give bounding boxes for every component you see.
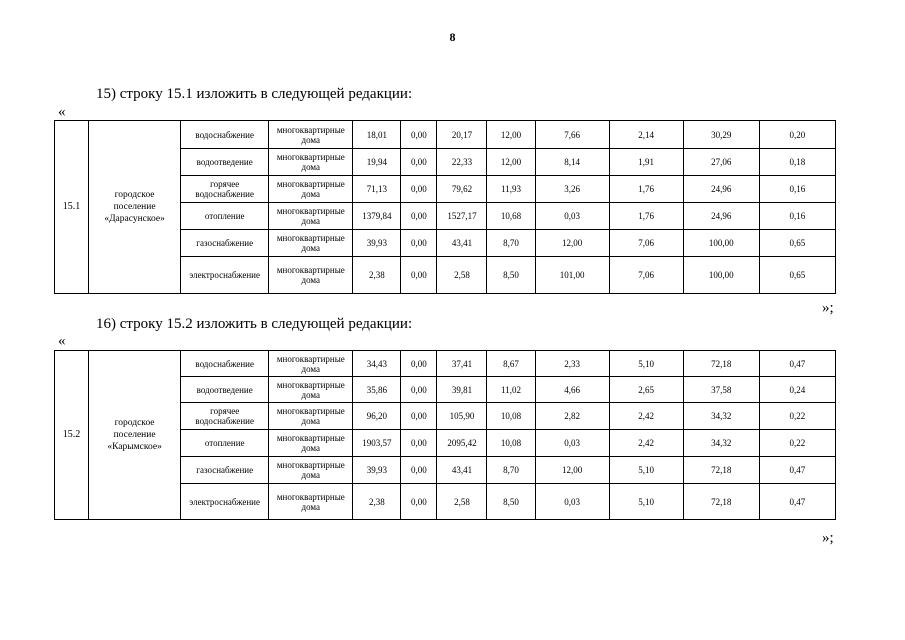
- building-category-line: дома: [301, 162, 321, 172]
- value-cell: 43,41: [437, 457, 487, 484]
- service-type: горячее водоснабжение: [181, 176, 269, 203]
- value-cell: 2,14: [609, 121, 683, 149]
- value-cell: 0,47: [759, 351, 835, 377]
- value-cell: 0,00: [401, 403, 437, 430]
- value-cell: 105,90: [437, 403, 487, 430]
- value-cell: 2,42: [609, 403, 683, 430]
- value-cell: 2,65: [609, 377, 683, 403]
- building-category-line: многоквартирные: [276, 152, 345, 162]
- value-cell: 101,00: [535, 257, 609, 294]
- settlement-name: [89, 351, 181, 520]
- value-cell: 2,42: [609, 430, 683, 457]
- value-cell: 0,20: [759, 121, 835, 149]
- opening-quote: «: [58, 104, 66, 120]
- value-cell: 39,93: [353, 457, 401, 484]
- building-category: [269, 377, 353, 403]
- value-cell: 2,58: [437, 257, 487, 294]
- value-cell: 5,10: [609, 484, 683, 520]
- indicators-table: [54, 350, 836, 520]
- value-cell: 34,32: [683, 430, 759, 457]
- value-cell: 0,00: [401, 203, 437, 230]
- value-cell: 1903,57: [353, 430, 401, 457]
- value-cell: 22,33: [437, 149, 487, 176]
- value-cell: 2,38: [353, 484, 401, 520]
- value-cell: 34,32: [683, 403, 759, 430]
- closing-quote: »;: [822, 530, 834, 546]
- row-code: 15.1: [55, 121, 89, 294]
- settlement-name-line: поселение: [113, 430, 156, 440]
- building-category-line: дома: [301, 443, 321, 453]
- value-cell: 10,08: [487, 403, 535, 430]
- value-cell: 72,18: [683, 484, 759, 520]
- value-cell: 7,06: [609, 257, 683, 294]
- service-type: отопление: [181, 430, 269, 457]
- service-type: водоснабжение: [181, 121, 269, 149]
- value-cell: 12,00: [487, 149, 535, 176]
- value-cell: 18,01: [353, 121, 401, 149]
- value-cell: 0,22: [759, 430, 835, 457]
- building-category-line: дома: [301, 275, 321, 285]
- value-cell: 8,70: [487, 457, 535, 484]
- building-category-line: многоквартирные: [276, 353, 345, 364]
- building-category: [269, 121, 353, 149]
- value-cell: 27,06: [683, 149, 759, 176]
- value-cell: 8,67: [487, 351, 535, 377]
- service-type: отопление: [181, 203, 269, 230]
- value-cell: 0,65: [759, 230, 835, 257]
- value-cell: 3,26: [535, 176, 609, 203]
- value-cell: 0,47: [759, 457, 835, 484]
- value-cell: 24,96: [683, 176, 759, 203]
- instruction-15: 15) строку 15.1 изложить в следующей редакции:: [96, 86, 413, 102]
- value-cell: 8,50: [487, 484, 535, 520]
- value-cell: 71,13: [353, 176, 401, 203]
- value-cell: 11,93: [487, 176, 535, 203]
- instruction-16: 16) строку 15.2 изложить в следующей редакции:: [96, 316, 413, 332]
- value-cell: 10,68: [487, 203, 535, 230]
- settlement-name-line: поселение: [113, 202, 156, 212]
- value-cell: 2095,42: [437, 430, 487, 457]
- value-cell: 0,00: [401, 176, 437, 203]
- value-cell: 30,29: [683, 121, 759, 149]
- building-category-line: многоквартирные: [276, 179, 345, 189]
- value-cell: 72,18: [683, 457, 759, 484]
- building-category: [269, 203, 353, 230]
- building-category-line: многоквартирные: [276, 491, 345, 502]
- value-cell: 12,00: [487, 121, 535, 149]
- value-cell: 0,00: [401, 377, 437, 403]
- value-cell: 0,65: [759, 257, 835, 294]
- value-cell: 39,81: [437, 377, 487, 403]
- building-category: [269, 230, 353, 257]
- value-cell: 1527,17: [437, 203, 487, 230]
- building-category: [269, 430, 353, 457]
- building-category-line: многоквартирные: [276, 406, 345, 416]
- value-cell: 11,02: [487, 377, 535, 403]
- settlement-name-line: городское: [114, 418, 155, 428]
- value-cell: 2,38: [353, 257, 401, 294]
- value-cell: 7,66: [535, 121, 609, 149]
- value-cell: 72,18: [683, 351, 759, 377]
- value-cell: 8,70: [487, 230, 535, 257]
- value-cell: 12,00: [535, 457, 609, 484]
- building-category: [269, 351, 353, 377]
- building-category-line: многоквартирные: [276, 124, 345, 135]
- value-cell: 2,58: [437, 484, 487, 520]
- value-cell: 0,03: [535, 430, 609, 457]
- opening-quote: «: [58, 333, 66, 349]
- value-cell: 1379,84: [353, 203, 401, 230]
- value-cell: 0,47: [759, 484, 835, 520]
- closing-quote: »;: [822, 300, 834, 316]
- settlement-name: [89, 121, 181, 294]
- value-cell: 24,96: [683, 203, 759, 230]
- value-cell: 8,14: [535, 149, 609, 176]
- building-category-line: дома: [301, 189, 321, 199]
- value-cell: 0,22: [759, 403, 835, 430]
- value-cell: 39,93: [353, 230, 401, 257]
- settlement-name-line: «Дарасунское»: [104, 214, 165, 224]
- building-category: [269, 176, 353, 203]
- indicators-table: [54, 120, 836, 294]
- value-cell: 35,86: [353, 377, 401, 403]
- service-type: газоснабжение: [181, 230, 269, 257]
- building-category-line: дома: [301, 416, 321, 426]
- value-cell: 0,00: [401, 149, 437, 176]
- building-category-line: многоквартирные: [276, 460, 345, 470]
- value-cell: 7,06: [609, 230, 683, 257]
- service-type: водоотведение: [181, 377, 269, 403]
- value-cell: 0,24: [759, 377, 835, 403]
- value-cell: 2,82: [535, 403, 609, 430]
- value-cell: 43,41: [437, 230, 487, 257]
- building-category-line: дома: [301, 243, 321, 253]
- value-cell: 0,18: [759, 149, 835, 176]
- building-category-line: дома: [301, 389, 321, 400]
- value-cell: 96,20: [353, 403, 401, 430]
- value-cell: 1,91: [609, 149, 683, 176]
- building-category: [269, 257, 353, 294]
- value-cell: 0,00: [401, 230, 437, 257]
- building-category-line: дома: [301, 470, 321, 480]
- service-type: водоснабжение: [181, 351, 269, 377]
- building-category-line: многоквартирные: [276, 379, 345, 390]
- value-cell: 0,00: [401, 257, 437, 294]
- value-cell: 1,76: [609, 203, 683, 230]
- building-category-line: дома: [301, 363, 321, 374]
- settlement-name-line: «Карымское»: [107, 442, 162, 452]
- value-cell: 37,58: [683, 377, 759, 403]
- value-cell: 79,62: [437, 176, 487, 203]
- building-category: [269, 484, 353, 520]
- value-cell: 0,16: [759, 203, 835, 230]
- value-cell: 8,50: [487, 257, 535, 294]
- value-cell: 19,94: [353, 149, 401, 176]
- value-cell: 0,00: [401, 457, 437, 484]
- building-category-line: многоквартирные: [276, 233, 345, 243]
- building-category: [269, 457, 353, 484]
- row-code: 15.2: [55, 351, 89, 520]
- building-category-line: многоквартирные: [276, 206, 345, 216]
- service-type: водоотведение: [181, 149, 269, 176]
- value-cell: 4,66: [535, 377, 609, 403]
- value-cell: 100,00: [683, 230, 759, 257]
- service-type: газоснабжение: [181, 457, 269, 484]
- value-cell: 0,03: [535, 484, 609, 520]
- table-row: [55, 351, 836, 377]
- table-row: [55, 121, 836, 149]
- service-type: горячее водоснабжение: [181, 403, 269, 430]
- building-category-line: многоквартирные: [276, 433, 345, 443]
- value-cell: 37,41: [437, 351, 487, 377]
- value-cell: 5,10: [609, 457, 683, 484]
- value-cell: 0,00: [401, 121, 437, 149]
- value-cell: 10,08: [487, 430, 535, 457]
- value-cell: 0,00: [401, 484, 437, 520]
- building-category-line: дома: [301, 134, 321, 145]
- value-cell: 100,00: [683, 257, 759, 294]
- building-category: [269, 403, 353, 430]
- value-cell: 12,00: [535, 230, 609, 257]
- settlement-name-line: городское: [114, 190, 155, 200]
- value-cell: 5,10: [609, 351, 683, 377]
- value-cell: 1,76: [609, 176, 683, 203]
- value-cell: 0,16: [759, 176, 835, 203]
- page-number: 8: [449, 30, 456, 44]
- value-cell: 0,00: [401, 351, 437, 377]
- value-cell: 34,43: [353, 351, 401, 377]
- building-category: [269, 149, 353, 176]
- building-category-line: многоквартирные: [276, 265, 345, 275]
- value-cell: 20,17: [437, 121, 487, 149]
- value-cell: 0,00: [401, 430, 437, 457]
- service-type: электроснабжение: [181, 484, 269, 520]
- building-category-line: дома: [301, 501, 321, 512]
- building-category-line: дома: [301, 216, 321, 226]
- value-cell: 0,03: [535, 203, 609, 230]
- value-cell: 2,33: [535, 351, 609, 377]
- service-type: электроснабжение: [181, 257, 269, 294]
